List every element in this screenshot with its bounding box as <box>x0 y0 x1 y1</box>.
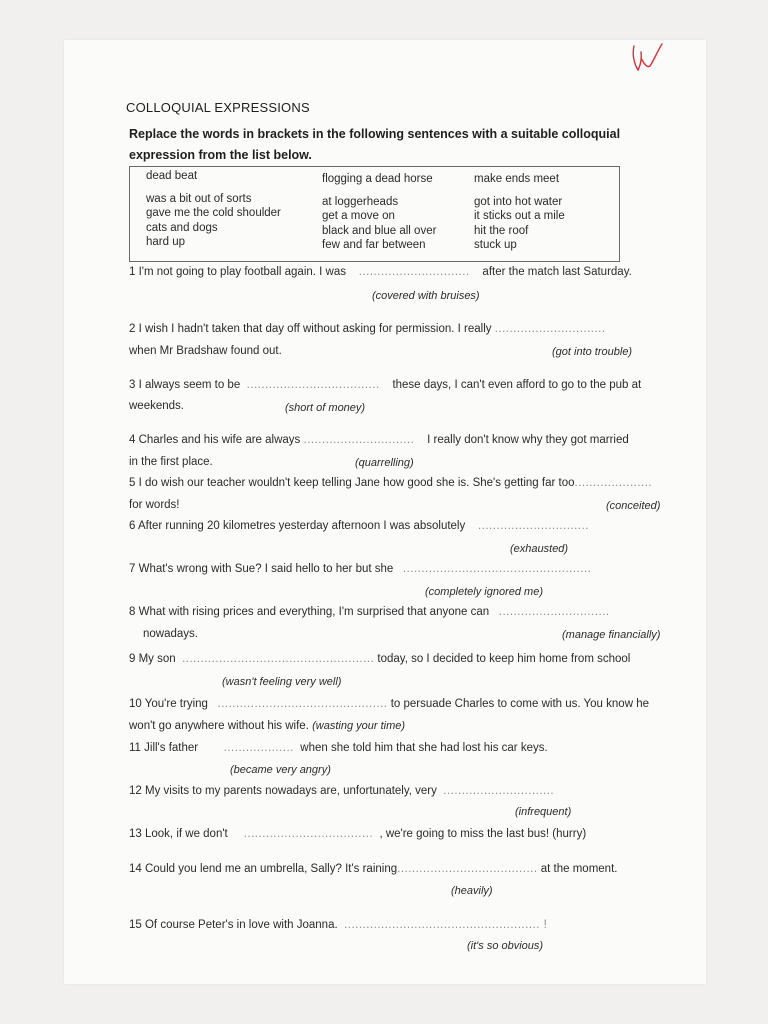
question-3: 3 I always seem to be .................................... these days, I can't even afford to go to the pub at <box>129 379 642 391</box>
hint: (wasting your time) <box>312 720 406 732</box>
hint: (infrequent) <box>515 806 572 818</box>
expression-item: black and blue all over <box>322 224 437 237</box>
question-13: 13 Look, if we don't ................................... , we're going to miss the last bus! (hurry) <box>129 828 587 840</box>
expression-item: make ends meet <box>474 173 560 185</box>
instructions: Replace the words in brackets in the following sentences with a suitable colloquial expression from the list below. <box>129 127 621 162</box>
answer-blank: ................................... <box>243 828 374 840</box>
expression-item: hard up <box>146 236 186 248</box>
question-4: 4 Charles and his wife are always .............................. I really don't know why they got married <box>129 434 629 446</box>
answer-blank: ................... <box>223 742 294 754</box>
question-9: 9 My son .................................................... today, so I decided to keep him home from school <box>129 653 631 665</box>
hint: (covered with bruises) <box>372 290 480 302</box>
answer-blank: .............................. <box>443 785 555 797</box>
question-1: 1 I'm not going to play football again. I was .............................. after the match last Saturday. <box>129 266 632 278</box>
hint: (completely ignored me) <box>425 586 543 598</box>
expression-item: cats and dogs <box>146 221 218 234</box>
answer-blank: .............................. <box>498 606 610 618</box>
expression-item: got into hot water <box>474 195 563 208</box>
question-5-line-2: for words! <box>129 499 180 511</box>
hint: (conceited) <box>606 500 661 512</box>
question-7: 7 What's wrong with Sue? I said hello to her but she ................................................... <box>129 563 592 575</box>
expression-item: stuck up <box>474 239 517 251</box>
hint: (it's so obvious) <box>467 940 544 952</box>
expression-column-2 <box>322 172 436 253</box>
answer-blank: .............................. <box>494 323 606 335</box>
answer-blank: ..................................................... ! <box>344 919 548 931</box>
expression-item: was a bit out of sorts <box>146 192 252 205</box>
hint: (became very angry) <box>230 764 331 776</box>
answer-blank: .................................................... <box>182 653 375 665</box>
question-2-line-2: when Mr Bradshaw found out. <box>129 345 282 357</box>
question-11: 11 Jill's father ................... when she told him that she had lost his car keys. <box>129 742 548 754</box>
expression-item: it sticks out a mile <box>474 210 565 222</box>
expression-item: flogging a dead horse <box>322 173 433 185</box>
question-3-line-2: weekends. <box>129 400 184 412</box>
expression-list-box <box>129 166 620 262</box>
handwritten-mark-icon <box>628 40 666 80</box>
expression-item: get a move on <box>322 210 395 222</box>
answer-blank: ..................... <box>574 477 653 489</box>
question-15: 15 Of course Peter's in love with Joanna. ..................................................... ! <box>129 919 548 931</box>
question-10-line-2: won't go anywhere without his wife. (wasting your time) <box>129 720 406 732</box>
question-2: 2 I wish I hadn't taken that day off without asking for permission. I really .............................. <box>129 323 606 335</box>
hint: (short of money) <box>285 402 366 414</box>
answer-blank: .............................................. <box>217 698 388 710</box>
expression-item: few and far between <box>322 239 426 251</box>
hint: (wasn't feeling very well) <box>222 676 342 688</box>
expression-item: gave me the cold shoulder <box>146 207 281 219</box>
answer-blank: .................................... <box>246 379 380 391</box>
question-8: 8 What with rising prices and everything, I'm surprised that anyone can .............................. <box>129 606 610 618</box>
question-4-line-2: in the first place. <box>129 456 213 468</box>
expression-item: dead beat <box>146 170 198 182</box>
hint: (quarrelling) <box>355 457 414 469</box>
hint: (exhausted) <box>510 543 569 555</box>
answer-blank: .............................. <box>478 520 589 532</box>
question-5: 5 I do wish our teacher wouldn't keep telling Jane how good she is. She's getting far too..................... <box>129 477 653 489</box>
answer-blank: ...................................... <box>397 863 538 875</box>
hint: (manage financially) <box>562 629 661 641</box>
question-12: 12 My visits to my parents nowadays are, unfortunately, very .............................. <box>129 785 555 797</box>
question-14: 14 Could you lend me an umbrella, Sally? It's raining...................................... at the moment. <box>129 863 618 875</box>
question-8-line-2: nowadays. <box>143 628 198 640</box>
question-6: 6 After running 20 kilometres yesterday afternoon I was absolutely .............................. <box>129 520 589 532</box>
expression-item: hit the roof <box>474 224 529 237</box>
answer-blank: .............................. <box>358 266 470 278</box>
answer-blank: .............................. <box>303 434 415 446</box>
page-title: COLLOQUIAL EXPRESSIONS <box>126 100 310 115</box>
answer-blank: ................................................... <box>402 563 592 575</box>
hint: (got into trouble) <box>552 346 633 358</box>
expression-item: at loggerheads <box>322 195 399 208</box>
expression-column-1 <box>146 169 281 250</box>
question-10: 10 You're trying .............................................. to persuade Charles to come with us. You know he <box>129 698 649 710</box>
expression-column-3 <box>474 172 565 253</box>
hint: (heavily) <box>451 885 493 897</box>
